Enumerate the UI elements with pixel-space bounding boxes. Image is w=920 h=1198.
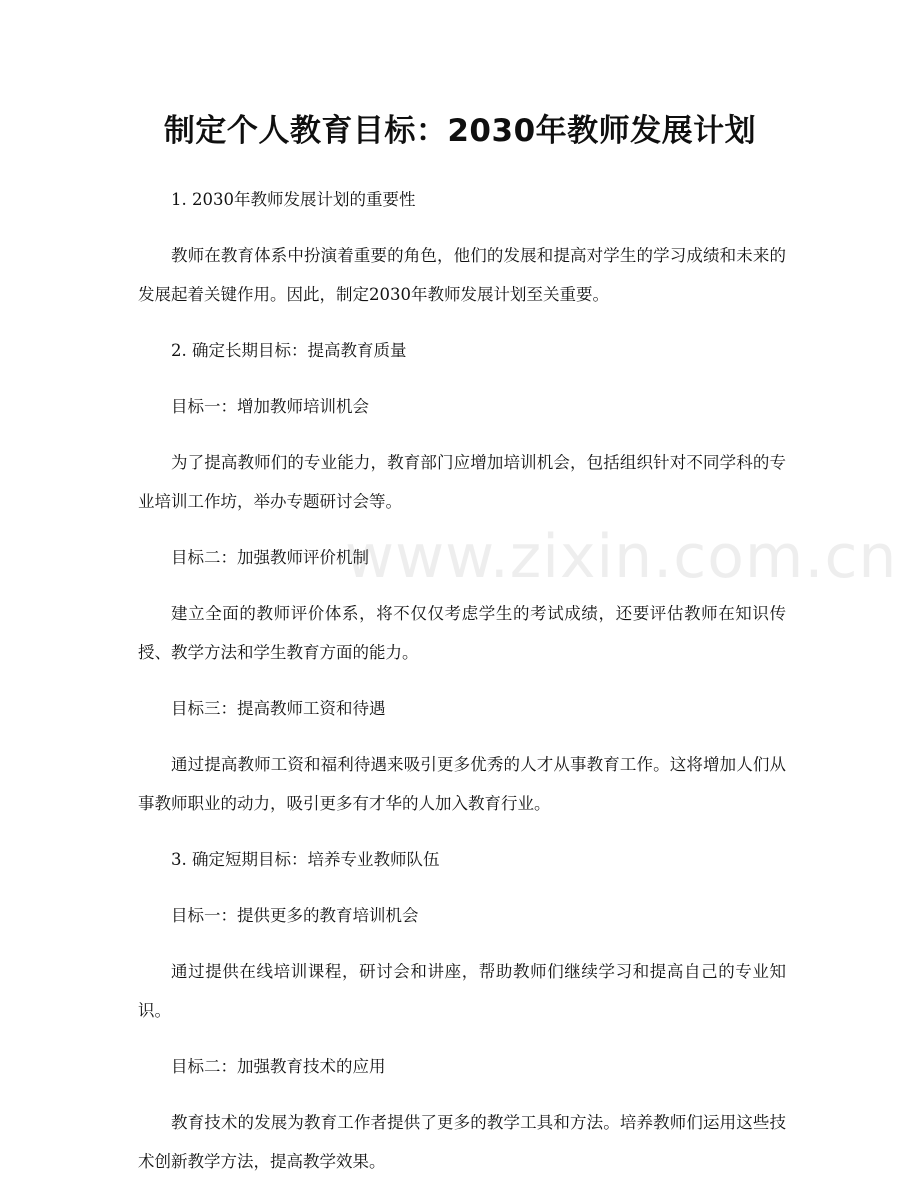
goal-long-2: 目标二：加强教师评价机制	[171, 548, 369, 567]
paragraph-short-goal-1: 通过提供在线培训课程，研讨会和讲座，帮助教师们继续学习和提高自己的专业知识。	[138, 962, 786, 1020]
watermark: www.zixin.com.cn	[345, 522, 898, 592]
document-title: 制定个人教育目标：2030年教师发展计划	[163, 113, 757, 149]
paragraph-long-goal-3: 通过提高教师工资和福利待遇来吸引更多优秀的人才从事教育工作。这将增加人们从事教师职业的动力，吸引更多有才华的人加入教育行业。	[138, 755, 786, 813]
section-heading-1: 1. 2030年教师发展计划的重要性	[171, 190, 416, 209]
paragraph-long-goal-1: 为了提高教师们的专业能力，教育部门应增加培训机会，包括组织针对不同学科的专业培训工作坊，举办专题研讨会等。	[138, 453, 786, 511]
section-heading-3: 3. 确定短期目标：培养专业教师队伍	[171, 850, 440, 869]
paragraph-long-goal-2: 建立全面的教师评价体系，将不仅仅考虑学生的考试成绩，还要评估教师在知识传授、教学方法和学生教育方面的能力。	[138, 604, 786, 662]
document-body	[138, 180, 786, 1198]
goal-short-1: 目标一：提供更多的教育培训机会	[171, 906, 419, 925]
section-heading-2: 2. 确定长期目标：提高教育质量	[171, 341, 407, 360]
goal-short-2: 目标二：加强教育技术的应用	[171, 1057, 386, 1076]
goal-long-3: 目标三：提高教师工资和待遇	[171, 699, 386, 718]
paragraph-importance: 教师在教育体系中扮演着重要的角色，他们的发展和提高对学生的学习成绩和未来的发展起着关键作用。因此，制定2030年教师发展计划至关重要。	[138, 246, 786, 304]
paragraph-short-goal-2: 教育技术的发展为教育工作者提供了更多的教学工具和方法。培养教师们运用这些技术创新教学方法，提高教学效果。	[138, 1113, 786, 1171]
goal-long-1: 目标一：增加教师培训机会	[171, 397, 369, 416]
